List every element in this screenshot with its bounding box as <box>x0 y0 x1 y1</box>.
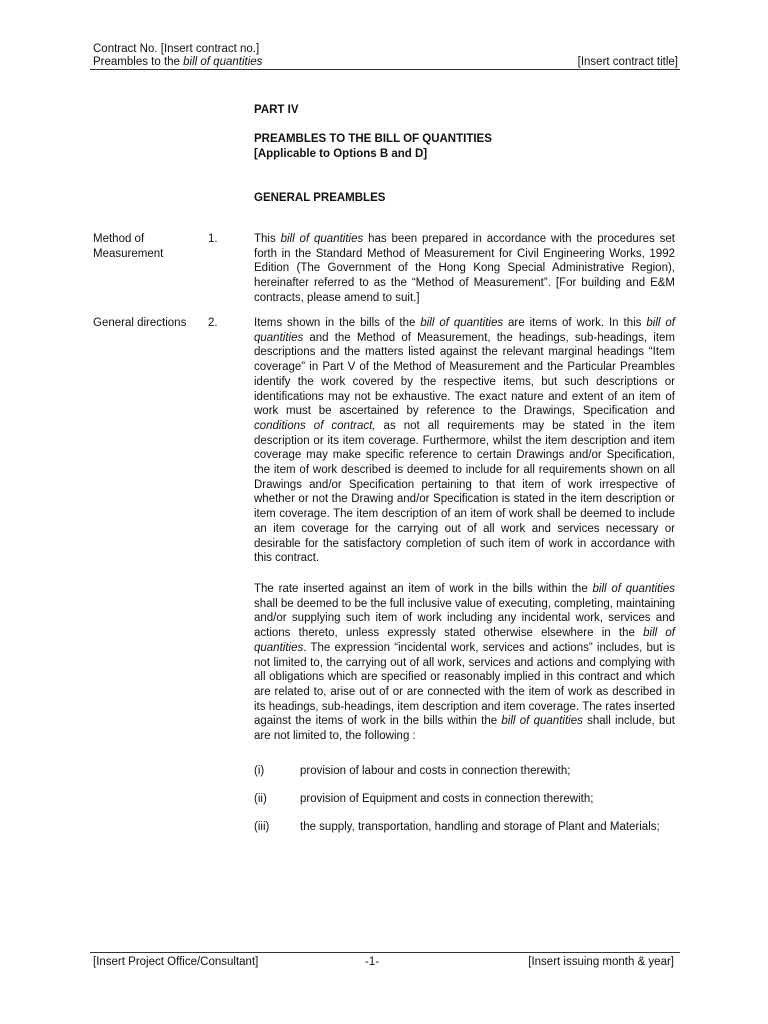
list-item-text: provision of Equipment and costs in connection therewith; <box>300 793 594 805</box>
list-item-text: the supply, transportation, handling and storage of Plant and Materials; <box>300 821 660 833</box>
text-run: shall be deemed to be the full inclusive value of executing, completing, maintaining and/or supplying such item of work including any incidental work, services and actions thereto, unless expressly stated otherwise elsewhere in the <box>254 597 675 640</box>
clause-1-text <box>254 232 675 306</box>
list-item-marker: (iii) <box>254 821 270 833</box>
title-line-1: PREAMBLES TO THE BILL OF QUANTITIES <box>254 133 492 145</box>
italic-term: bill of quantities <box>280 233 364 245</box>
text-run: and the Method of Measurement, the headings, sub-headings, item descriptions and the matters listed against the relevant marginal headings “Item coverage” in Part V of the Method of Measurement and the Particular Preambles identify the work covered by the respective items, but such descriptions or identifications may not be exhaustive. The exact nature and extent of an item of work must be ascertained by reference to the Drawings, Specification and <box>254 331 675 418</box>
text-run: Items shown in the bills of the <box>254 317 421 329</box>
text-run: are items of work. In this <box>503 317 647 329</box>
preambles-italic: bill of quantities <box>183 56 263 68</box>
footer-divider <box>90 952 680 953</box>
text-run: shall include, but are not limited to, the following : <box>254 715 675 743</box>
contract-number: Contract No. [Insert contract no.] <box>93 43 260 55</box>
general-preambles-heading: GENERAL PREAMBLES <box>254 192 386 204</box>
clause-2-label-line1: General directions <box>93 317 187 329</box>
list-item-marker: (i) <box>254 765 265 777</box>
text-run: . The expression “incidental work, services and actions” includes, but is not limited to, the carrying out of all work, services and actions and complying with all obligations which are specified or reasonably implied in this contract and which are related to, arise out of or are connected with the item of work as described in its headings, sub-headings, item description and item coverage. The rates inserted against the items of work in the bills within the <box>254 641 675 728</box>
clause-1-margin-label <box>93 232 203 261</box>
preambles-header <box>93 55 262 69</box>
italic-term: bill of quantities <box>501 715 583 728</box>
clause-1-label-line1: Method of <box>93 233 145 245</box>
footer-date: [Insert issuing month & year] <box>528 956 674 968</box>
clause-2-margin-label <box>93 316 203 331</box>
footer-page-number: -1- <box>365 956 380 968</box>
text-run: has been prepared in accordance with the procedures set forth in the Standard Method of Measurement for Civil Engineering Works, 1992 Edition (The Government of the Hong Kong Special Administrative Region), hereinafter referred to as the “Method of Measurement”. [For building and E&M contracts, please amend to suit.] <box>254 233 675 304</box>
italic-term: bill of quantities <box>420 317 504 329</box>
text-run: This <box>254 233 281 245</box>
clause-1-number: 1. <box>208 233 218 245</box>
header-divider <box>90 69 680 70</box>
clause-2-number: 2. <box>208 317 218 329</box>
italic-term: bill of quantities <box>592 583 675 595</box>
italic-term: conditions of contract, <box>254 419 376 432</box>
footer-office: [Insert Project Office/Consultant] <box>93 956 259 968</box>
clause-1-label-line2: Measurement <box>93 247 164 260</box>
text-run: The rate inserted against an item of work in the bills within the <box>254 583 593 595</box>
clause-2-text-2 <box>254 582 675 744</box>
italic-term: bill of quantities <box>254 627 675 654</box>
contract-title: [Insert contract title] <box>577 56 678 68</box>
text-run: as not all requirements may be stated in the item description or its item coverage. Furthermore, whilst the item description and item coverage may make specific reference to certain Drawings and/or Specification, the item of work described is deemed to include for all requirements shown on all Drawings and/or Specification pertaining to that item of work irrespective of whether or not the Drawing and/or Specification is stated in the item description or item coverage. The item description of an item of work shall be deemed to include an item coverage for the carrying out of all work and services necessary or desirable for the satisfactory completion of such item of work in accordance with this contract. <box>254 419 675 565</box>
preambles-prefix: Preambles to the <box>93 56 184 68</box>
italic-term: bill of quantities <box>254 317 675 344</box>
title-line-2: [Applicable to Options B and D] <box>254 148 428 160</box>
clause-2-text <box>254 316 675 566</box>
part-heading: PART IV <box>254 104 299 116</box>
list-item-marker: (ii) <box>254 793 267 805</box>
list-item-text: provision of labour and costs in connection therewith; <box>300 765 571 777</box>
